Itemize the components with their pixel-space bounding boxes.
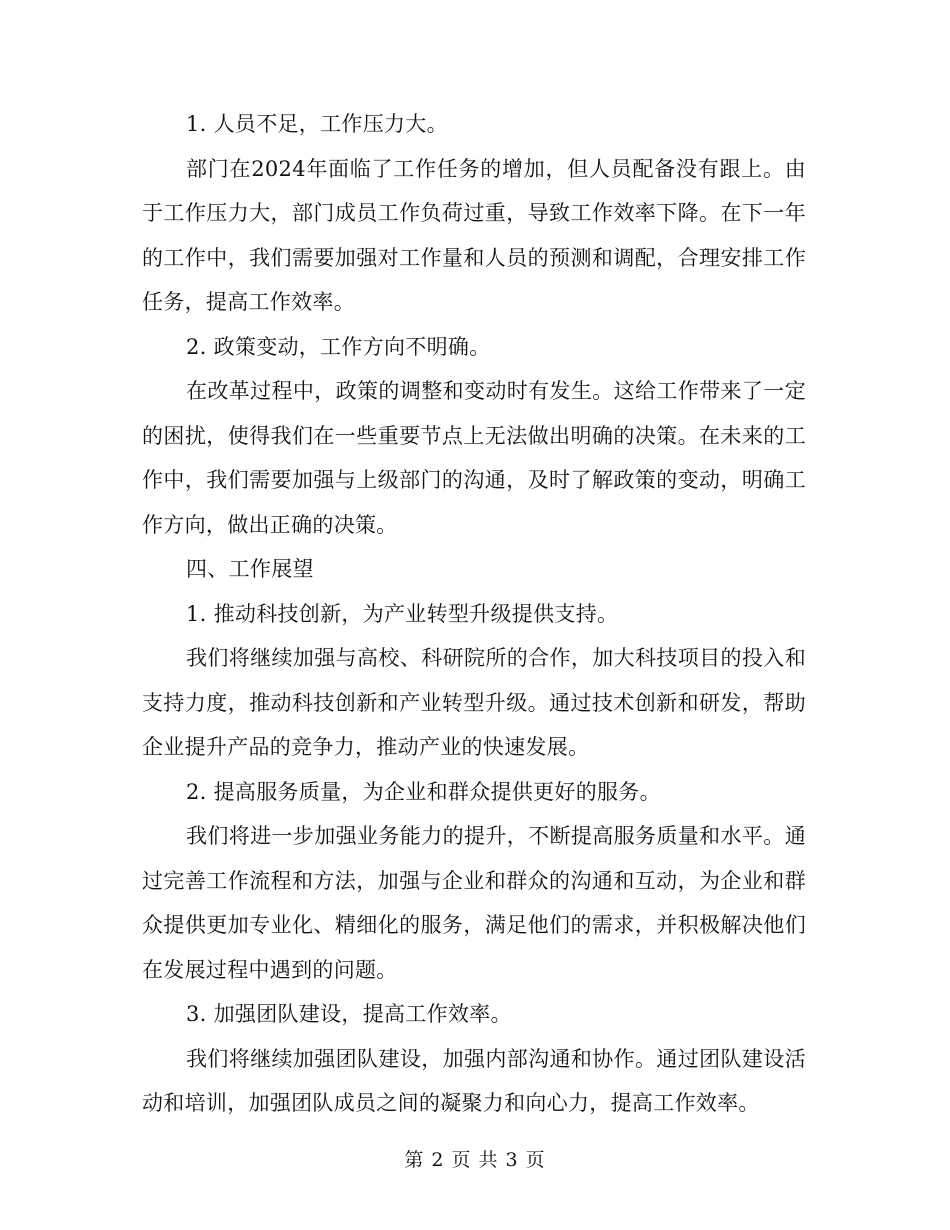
subheading-team-building: 3. 加强团队建设，提高工作效率。 <box>186 1002 512 1026</box>
subheading-staff-shortage: 1. 人员不足，工作压力大。 <box>186 112 448 136</box>
paragraph-policy-changes: 在改革过程中，政策的调整和变动时有发生。这给工作带来了一定的困扰，使得我们在一些重要节点上无法做出明确的决策。在未来的工作中，我们需要加强与上级部门的沟通，及时了解政策的变动，明确工作方向，做出正确的决策。 <box>142 379 806 537</box>
document-body <box>142 102 806 1126</box>
subheading-service-quality: 2. 提高服务质量，为企业和群众提供更好的服务。 <box>186 779 661 804</box>
subheading-policy-changes: 2. 政策变动，工作方向不明确。 <box>186 334 491 359</box>
section-heading-outlook: 四、工作展望 <box>186 557 314 581</box>
subheading-tech-innovation: 1. 推动科技创新，为产业转型升级提供支持。 <box>186 601 619 626</box>
paragraph-tech-innovation: 我们将继续加强与高校、科研院所的合作，加大科技项目的投入和支持力度，推动科技创新和产业转型升级。通过技术创新和研发，帮助企业提升产品的竞争力，推动产业的快速发展。 <box>142 646 806 759</box>
paragraph-staff-shortage: 部门在2024年面临了工作任务的增加，但人员配备没有跟上。由于工作压力大，部门成员工作负荷过重，导致工作效率下降。在下一年的工作中，我们需要加强对工作量和人员的预测和调配，合理安排工作任务，提高工作效率。 <box>142 156 806 314</box>
paragraph-service-quality: 我们将进一步加强业务能力的提升，不断提高服务质量和水平。通过完善工作流程和方法，加强与企业和群众的沟通和互动，为企业和群众提供更加专业化、精细化的服务，满足他们的需求，并积极解决他们在发展过程中遇到的问题。 <box>142 824 806 982</box>
page-footer: 第 2 页 共 3 页 <box>404 1149 546 1171</box>
paragraph-team-building: 我们将继续加强团队建设，加强内部沟通和协作。通过团队建设活动和培训，加强团队成员之间的凝聚力和向心力，提高工作效率。 <box>142 1046 806 1115</box>
